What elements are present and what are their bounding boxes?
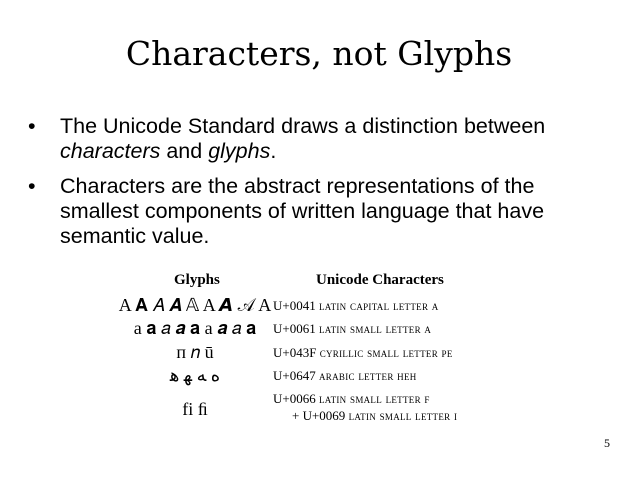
bullet-1-glyphs-italic: glyphs xyxy=(208,139,271,163)
unicode-row-latin-f xyxy=(273,391,430,407)
unicode-row-cyrillic-pe xyxy=(273,345,453,361)
unicode-code: U+043F xyxy=(273,345,317,360)
unicode-row-small-a xyxy=(273,321,431,337)
unicode-row-latin-i xyxy=(292,408,457,424)
glyph-row-arabic-heh: ه ﻪ ﻬ ﻫ xyxy=(169,365,221,385)
unicode-name: latin capital letter a xyxy=(318,298,439,313)
page-number: 5 xyxy=(604,436,610,450)
bullet-marker: • xyxy=(28,174,36,198)
bullet-1-period: . xyxy=(270,139,277,163)
glyph-row-capital-a: A 𝐀 𝐴 𝑨 𝔸 A 𝘼 𝒜 A xyxy=(118,295,272,315)
unicode-row-capital-a xyxy=(273,298,439,314)
bullet-list xyxy=(28,114,618,259)
unicode-name: latin small letter i xyxy=(348,408,458,423)
unicode-characters-header: Unicode Characters xyxy=(316,272,444,288)
glyph-row-cyrillic-pe: п 𝑛 ū xyxy=(176,342,214,362)
bullet-1-text-start: The Unicode Standard draws a distinction between xyxy=(60,114,546,138)
glyphs-header: Glyphs xyxy=(174,272,220,288)
unicode-name: latin small letter a xyxy=(318,321,432,336)
unicode-code: U+0061 xyxy=(273,321,316,336)
bullet-1-text-and: and xyxy=(160,139,209,163)
unicode-code: U+0647 xyxy=(273,368,316,383)
unicode-code: U+0066 xyxy=(273,391,316,406)
bullet-marker: • xyxy=(28,114,36,138)
unicode-name: latin small letter f xyxy=(318,391,430,406)
glyphs-characters-figure xyxy=(0,262,638,432)
glyph-row-fi-ligature: fi ﬁ xyxy=(182,399,208,419)
unicode-name: arabic letter heh xyxy=(318,368,417,383)
bullet-2-text: Characters are the abstract representations of the smallest components of written language that have semantic value. xyxy=(60,174,545,248)
slide-title: Characters, not Glyphs xyxy=(125,34,513,73)
unicode-code: U+0041 xyxy=(273,298,316,313)
bullet-1-characters-italic: characters xyxy=(60,139,161,163)
glyph-row-small-a: a 𝐚 𝑎 𝒂 𝐚 a 𝒂 𝑎 𝐚 xyxy=(133,318,257,338)
unicode-code: + U+0069 xyxy=(292,408,346,423)
bullet-item-1 xyxy=(28,114,618,164)
unicode-name: cyrillic small letter pe xyxy=(319,345,453,360)
unicode-row-arabic-heh xyxy=(273,368,417,384)
bullet-item-2 xyxy=(28,174,618,249)
